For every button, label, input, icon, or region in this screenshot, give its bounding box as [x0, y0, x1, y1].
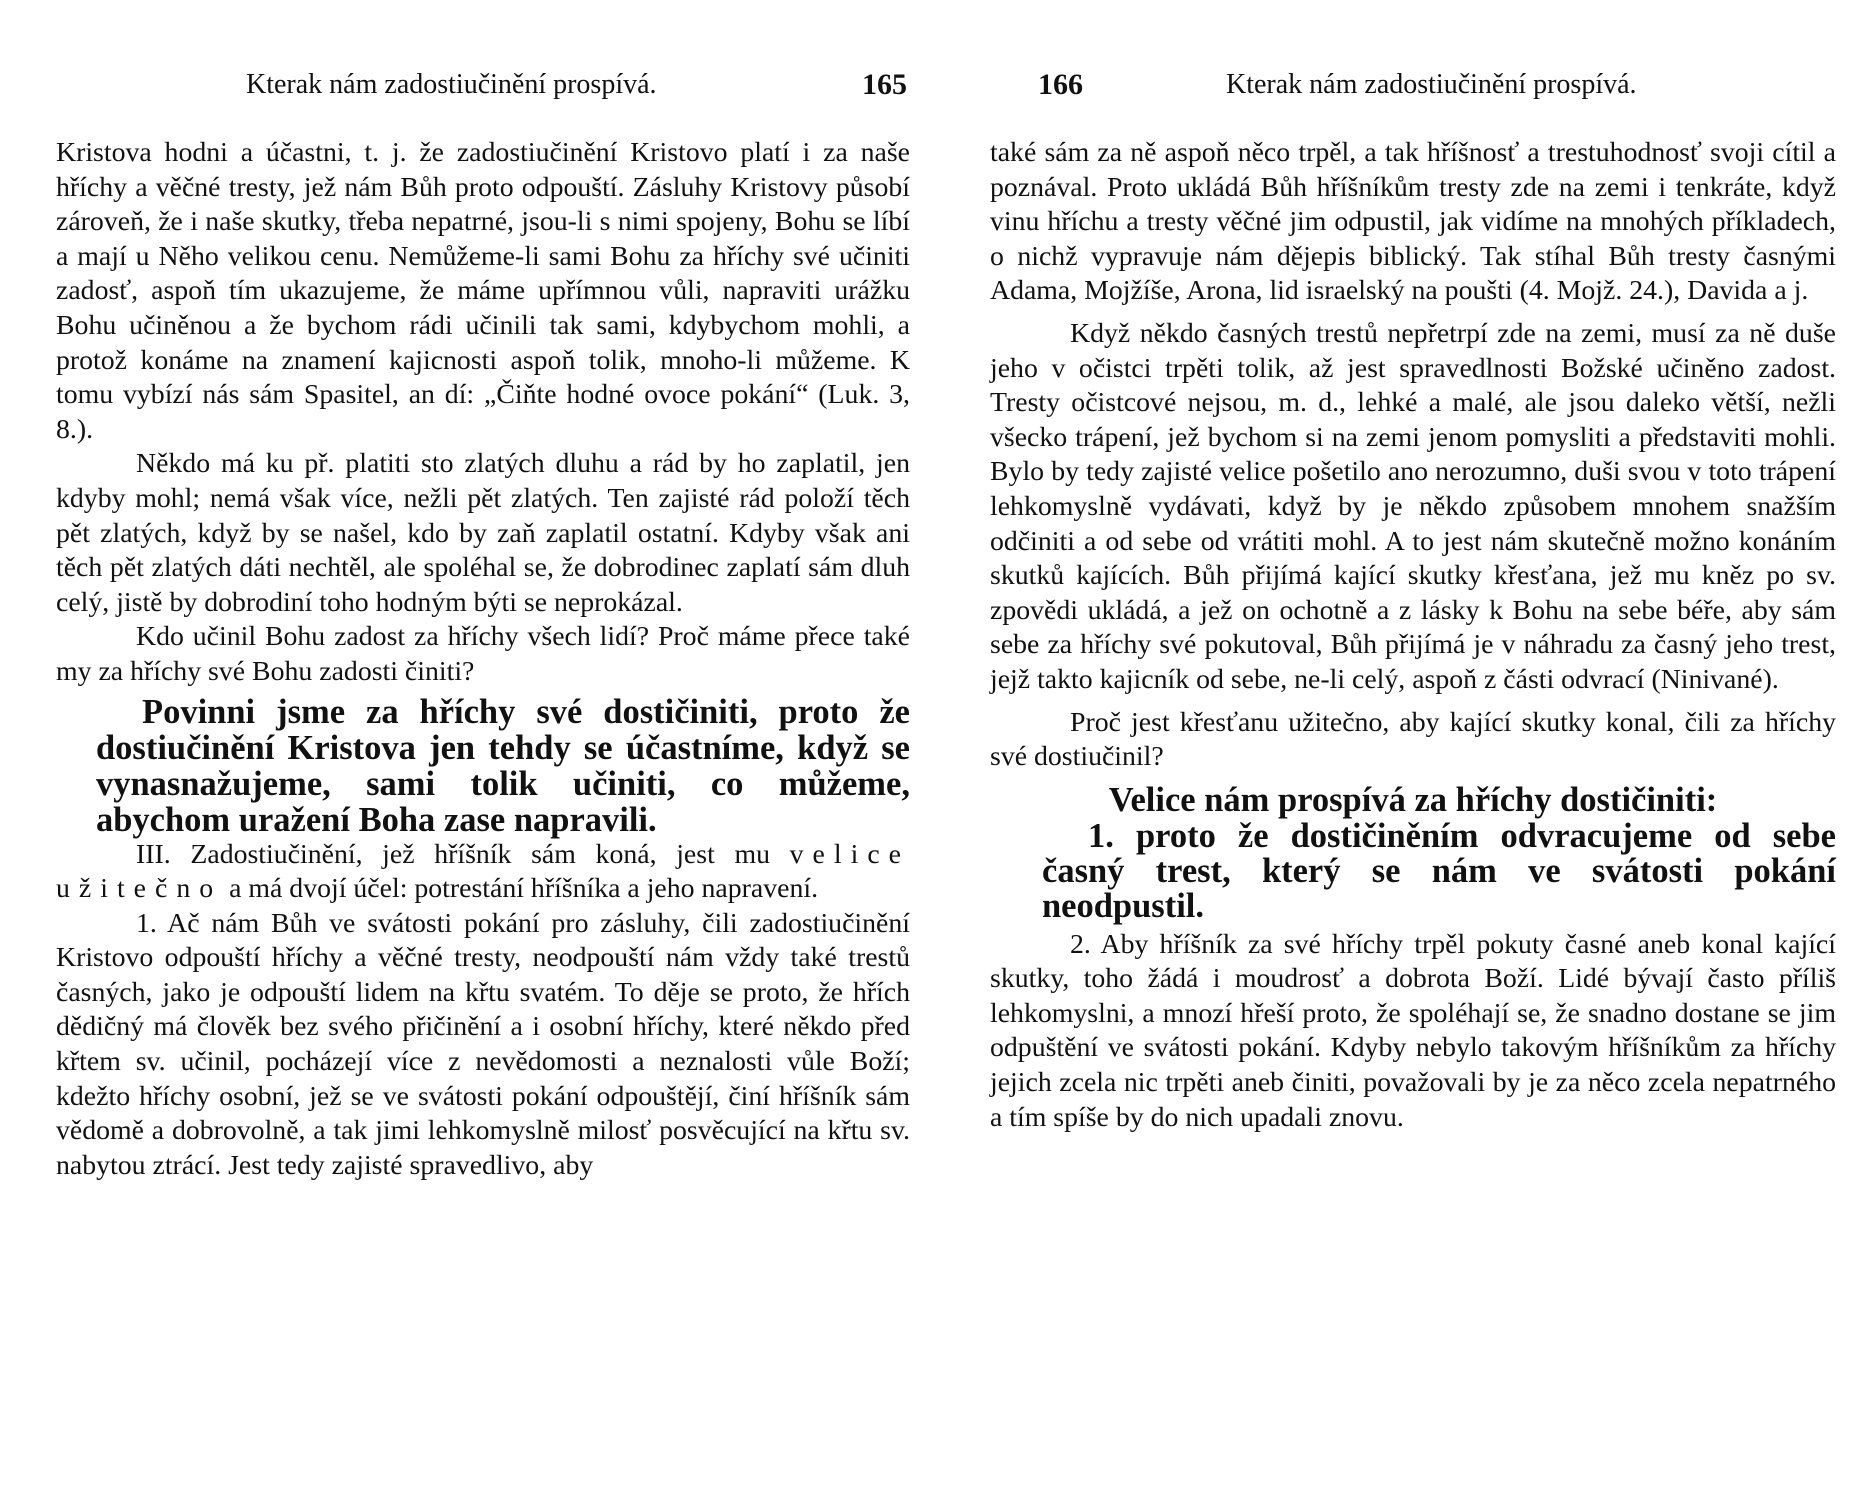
catechism-question: Proč jest křesťanu užitečno, aby kající skutky konal, čili za hříchy své dostiučinil? — [990, 706, 1836, 773]
paragraph: Někdo má ku př. platiti sto zlatých dluhu a rád by ho zaplatil, jen kdyby mohl; nemá však více, nežli pět zlatých. Ten zajisté rád položí těch pět zlatých, když by se našel, kdo by zaň zaplatil ostatní. Kdyby však ani těch pět zlatých dáti nechtěl, ale spoléhal se, že dobrodinec zaplatí sám dluh celý, jistě by dobrodiní toho hodným býti se neprokázal. — [56, 448, 910, 618]
page-number: 165 — [862, 68, 907, 101]
catechism-answer-heading: Velice nám prospívá za hříchy dostičiniti: — [1108, 780, 1718, 819]
page-number: 166 — [1038, 68, 1083, 101]
text-block — [56, 838, 910, 1184]
paragraph: 1. Ač nám Bůh ve svátosti pokání pro zásluhy, čili zadostiučinění Kristovo odpouští hříchy a věčné tresty, neodpouští nám vždy také trestů časných, jako je odpouští lidem na křtu svatém. To děje se proto, že hřích dědičný má člověk bez svého přičinění a i osobní hříchy, které někdo před křtem sv. učinil, pocházejí více z nevědomosti a neznalosti vůle Boží; kdežto hříchy osobní, jež se ve svátosti pokání odpouštějí, činí hříšník sám vědomě a dobrovolně, a tak jimi lehkomyslně milosť posvěcující na křtu sv. nabytou ztrácí. Jest tedy zajisté spravedlivo, aby — [56, 907, 910, 1181]
text-block — [990, 136, 1836, 775]
catechism-question: Kdo učinil Bohu zadost za hříchy všech lidí? Proč máme přece také my za hříchy své Bohu zadosti činiti? — [56, 621, 910, 687]
catechism-answer: Povinni jsme za hříchy své dostičiniti, proto že dostiučinění Kristova jen tehdy se účastníme, když se vynasnažujeme, sami tolik učiniti, co můžeme, abychom uražení Boha zase napravili. — [96, 692, 910, 839]
running-head — [990, 62, 1836, 108]
paragraph: 2. Aby hříšník za své hříchy trpěl pokuty časné aneb konal kající skutky, toho žádá i moudrosť a dobrota Boží. Lidé bývají často příliš lehkomyslni, a mnozí hřeší proto, že spoléhají se, že snadno dostane se jim odpuštění ve svátosti pokání. Kdyby nebylo takovým hříšníkům za hříchy jejich zcela nic trpěti aneb činiti, považovali by je za něco zcela nepatrného a tím spíše by do nich upadali znovu. — [990, 928, 1836, 1133]
running-head-title: Kterak nám zadostiučinění prospívá. — [246, 69, 657, 100]
text-block — [990, 928, 1836, 1136]
catechism-answer-item: 1. proto že dostičiněním odvracujeme od sebe časný trest, který se nám ve svátosti pokání neodpustil. — [1042, 816, 1836, 925]
paragraph: Když někdo časných trestů nepřetrpí zde na zemi, musí za ně duše jeho v očistci trpěti tolik, až jest spravedlnosti Božské učiněno zadost. Tresty očistcové nejsou, m. d., lehké a malé, ale jsou daleko větší, nežli všecko trápení, jež bychom si na zemi jenom pomysliti a představiti mohli. Bylo by tedy zajisté velice pošetilo ano nerozumno, duši svou v toto trápení lehkomyslně vydávati, když by je někdo způsobem mnohem snažším odčiniti a od sebe od vrátiti mohl. A to jest nám skutečně možno konáním skutků kajících. Bůh přijímá kající skutky křesťana, jež mu kněz po sv. zpovědi ukládá, a jež on ochotně a z lásky k Bohu na sebe béře, aby sám sebe za hříchy své pokutoval, Bůh přijímá je v náhradu za časný jeho trest, jejž takto kajicník od sebe, ne-li celý, aspoň z části odvrací (Ninivané). — [990, 317, 1836, 695]
paragraph-part: III. Zadostiučinění, jež hříšník sám koná, jest mu — [136, 838, 770, 870]
right-page — [938, 0, 1876, 1500]
paragraph — [56, 838, 910, 907]
running-head-title: Kterak nám zadostiučinění prospívá. — [1226, 69, 1637, 100]
text-block — [56, 136, 910, 690]
spaced-emphasis: velice užitečno — [56, 838, 911, 905]
running-head — [56, 62, 910, 108]
paragraph-part: a má dvojí účel: potrestání hříšníka a jeho napravení. — [229, 873, 819, 905]
paragraph: Kristova hodni a účastni, t. j. že zadostiučinění Kristovo platí i za naše hříchy a věčné tresty, jež nám Bůh proto odpouští. Zásluhy Kristovy působí zároveň, že i naše skutky, třeba nepatrné, jsou-li s nimi spojeny, Bohu se líbí a mají u Něho velikou cenu. Nemůžeme-li sami Bohu za hříchy své učiniti zadosť, aspoň tím ukazujeme, že máme upřímnou vůli, napraviti urážku Bohu učiněnou a že bychom rádi učinili tak sami, kdybychom mohli, a protož konáme na znamení kajicnosti aspoň tolik, mnoho-li můžeme. K tomu vybízí nás sám Spasitel, an dí: „Čiňte hodné ovoce pokání“ (Luk. 3, 8.). — [56, 137, 910, 445]
paragraph: také sám za ně aspoň něco trpěl, a tak hříšnosť a trestuhodnosť svoji cítil a poznával. Proto ukládá Bůh hříšníkům tresty zde na zemi i tenkráte, když vinu hříchu a tresty věčné jim odpustil, jak vidíme na mnohých příkladech, o nichž vypravuje nám dějepis biblický. Tak stíhal Bůh tresty časnými Adama, Mojžíše, Arona, lid israelský na poušti (4. Mojž. 24.), Davida a j. — [990, 137, 1836, 307]
